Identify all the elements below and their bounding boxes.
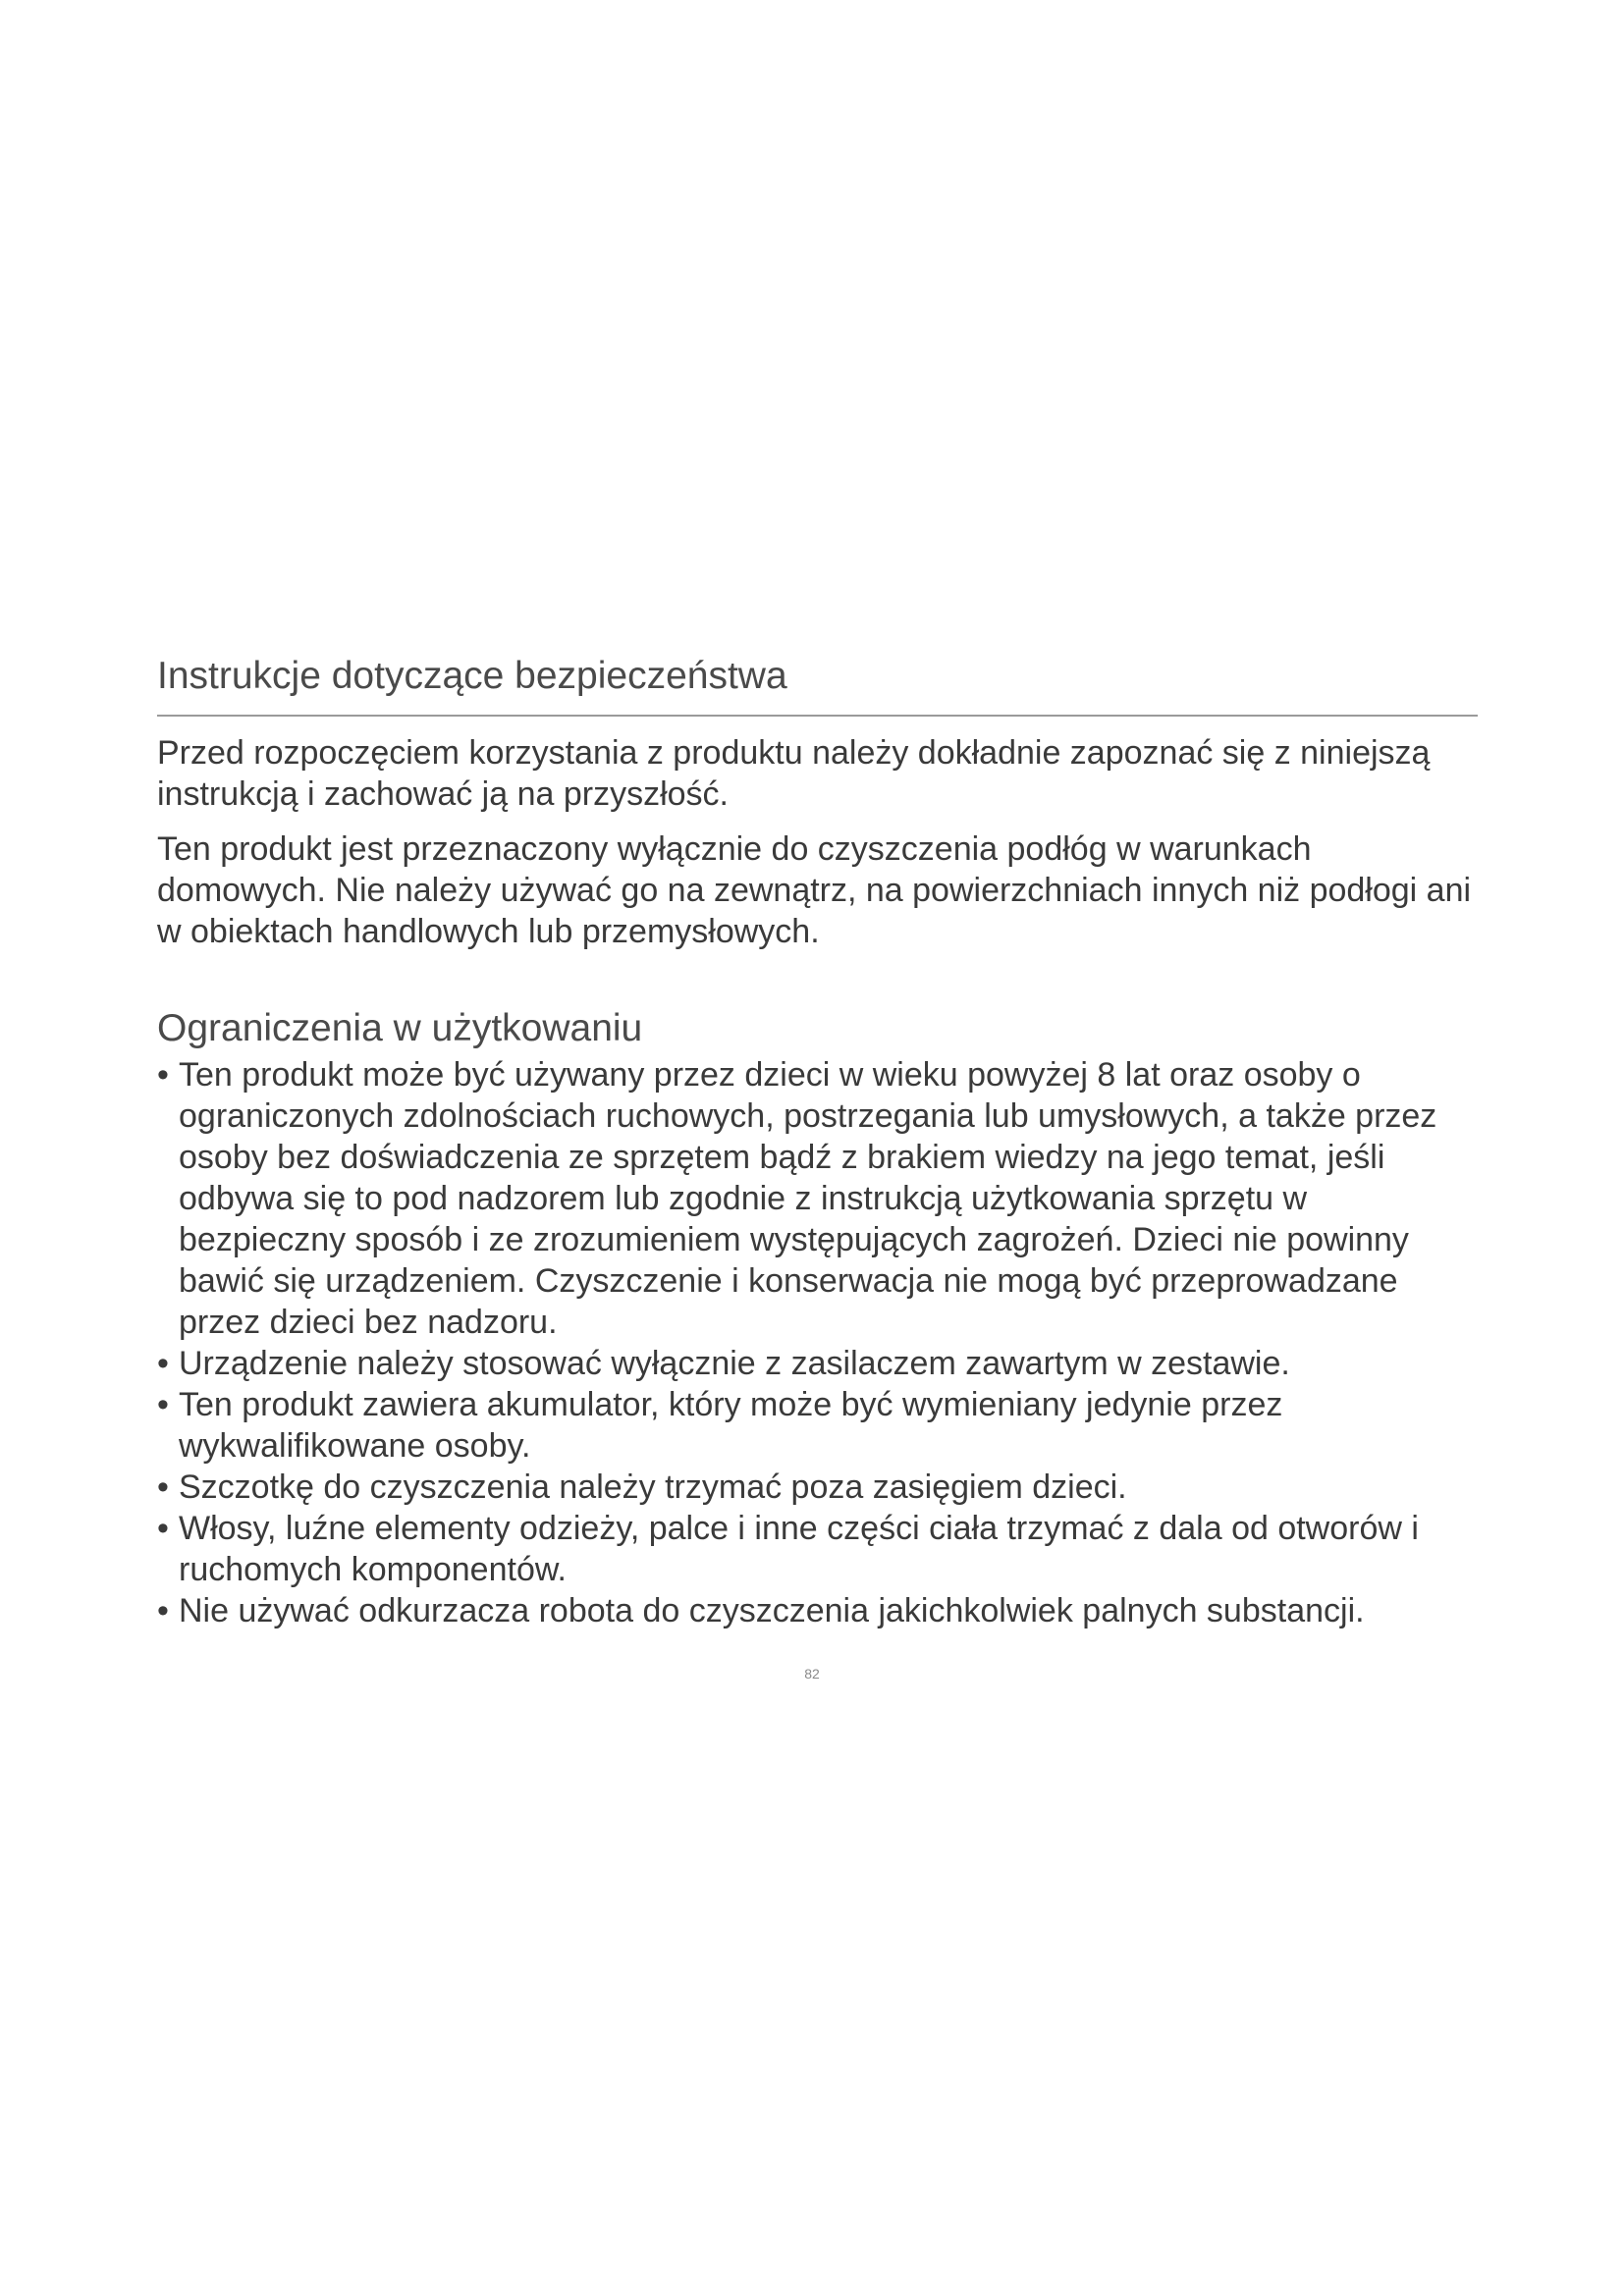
safety-instructions-heading: Instrukcje dotyczące bezpieczeństwa [157, 655, 787, 697]
bullet-icon: • [157, 1056, 169, 1094]
intro-paragraph: Przed rozpoczęciem korzystania z produktu należy dokładnie zapoznać się z niniejszą instrukcją i zachować ją na przyszłość. [157, 734, 1431, 813]
bullet-icon: • [157, 1592, 169, 1629]
intended-use-paragraph: Ten produkt jest przeznaczony wyłącznie do czyszczenia podłóg w warunkach domowych. Nie należy używać go na zewnątrz, na powierzchniach innych niż podłogi ani w obiektach handlowych lub przemysłowych. [157, 830, 1472, 950]
bullet-icon: • [157, 1510, 169, 1547]
list-item [157, 1508, 1478, 1590]
list-item-text: Ten produkt zawiera akumulator, który może być wymieniany jedynie przez wykwalifikowane osoby. [179, 1386, 1283, 1465]
list-item [157, 1590, 1478, 1631]
usage-restrictions-heading: Ograniczenia w użytkowaniu [157, 1007, 643, 1049]
list-item [157, 1343, 1478, 1384]
bullet-icon: • [157, 1345, 169, 1382]
list-item [157, 1384, 1478, 1467]
list-item-text: Nie używać odkurzacza robota do czyszczenia jakichkolwiek palnych substancji. [179, 1592, 1365, 1629]
list-item-text: Ten produkt może być używany przez dzieci w wieku powyżej 8 lat oraz osoby o ograniczonych zdolnościach ruchowych, postrzegania lub umysłowych, a także przez osoby bez doświadczenia ze sprzętem bądź z brakiem wiedzy na jego temat, jeśli odbywa się to pod nadzorem lub zgodnie z instrukcją użytkowania sprzętu w bezpieczny sposób i ze zrozumieniem występujących zagrożeń. Dzieci nie powinny bawić się urządzeniem. Czyszczenie i konserwacja nie mogą być przeprowadzane przez dzieci bez nadzoru. [179, 1056, 1437, 1341]
list-item [157, 1054, 1478, 1343]
list-item-text: Szczotkę do czyszczenia należy trzymać poza zasięgiem dzieci. [179, 1468, 1127, 1506]
list-item-text: Włosy, luźne elementy odzieży, palce i inne części ciała trzymać z dala od otworów i ruchomych komponentów. [179, 1510, 1419, 1588]
bullet-icon: • [157, 1468, 169, 1506]
list-item-text: Urządzenie należy stosować wyłącznie z zasilaczem zawartym w zestawie. [179, 1345, 1290, 1382]
bullet-icon: • [157, 1386, 169, 1423]
heading-divider [157, 715, 1478, 717]
page-content [157, 648, 1478, 1631]
list-item [157, 1467, 1478, 1508]
restrictions-list [157, 1054, 1478, 1631]
page-number: 82 [804, 1666, 820, 1682]
